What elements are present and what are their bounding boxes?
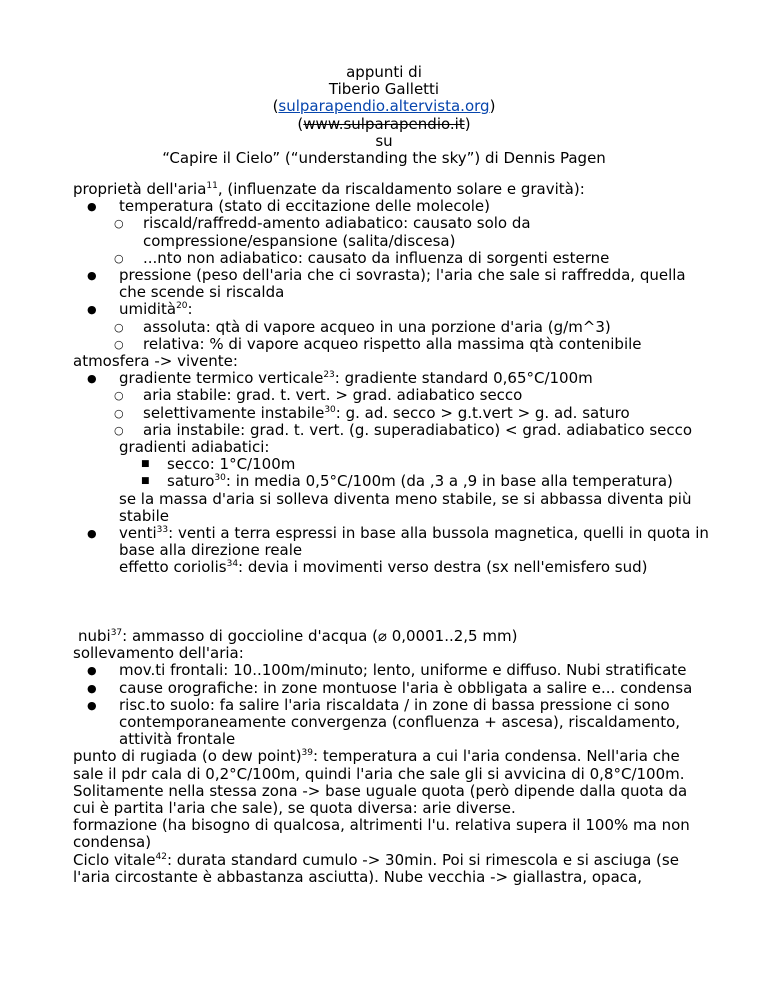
text: Ciclo vitale (73, 850, 156, 869)
list-subitem: ○ assoluta: qtà di vapore acqueo in una porzione d'aria (g/m^3) (73, 319, 713, 336)
text: selettivamente instabile (143, 403, 325, 422)
list-subitem: ○ ...nto non adiabatico: causato da influenza di sorgenti esterne (73, 250, 713, 267)
text: : gradiente standard 0,65°C/100m (334, 369, 593, 388)
list-subitem: ○ relativa: % di vapore acqueo rispetto alla massima qtà contenibile (73, 336, 713, 353)
website-link[interactable]: sulparapendio.altervista.org (278, 97, 490, 116)
text: venti (119, 524, 157, 543)
paren: ) (464, 114, 471, 133)
footnote-ref: 34 (226, 559, 239, 570)
list-item (73, 301, 713, 318)
book-title: “Capire il Cielo” (“understanding the sky”) di Dennis Pagen (162, 149, 606, 168)
footnote-ref: 37 (110, 628, 123, 638)
note: se la massa d'aria si solleva diventa meno stabile, se si abbassa diventa più stabile (119, 489, 692, 525)
footnote-ref: 20 (176, 301, 188, 312)
paragraph: formazione (ha bisogno di qualcosa, altrimenti l'u. relativa supera il 100% ma non condensa) (73, 816, 690, 852)
note (73, 559, 713, 576)
list-subitem: ○ aria stabile: grad. t. vert. > grad. adiabatico secco (73, 387, 713, 404)
list-item (73, 370, 713, 387)
text: : (187, 300, 193, 319)
footnote-ref: 39 (301, 748, 313, 759)
list-subitem: ○ aria instabile: grad. t. vert. (g. superadiabatico) < grad. adiabatico secco (73, 422, 713, 439)
text: : durata standard cumulo -> 30min. Poi si rimescola e si asciuga (se l'aria circostante è abbastanza asciutta). Nube vecchia -> giallastra, opaca, (73, 850, 679, 886)
text: : g. ad. secco > g.t.vert > g. ad. saturo (335, 403, 630, 422)
list-item: ● cause orografiche: in zone montuose l'aria è obbligata a salire e... condensa (73, 680, 713, 697)
paragraph (73, 181, 713, 198)
list-item: ● mov.ti frontali: 10..100m/minuto; lento, uniforme e diffuso. Nubi stratificate (73, 662, 713, 679)
old-website-text: www.sulparapendio.it (303, 114, 465, 133)
text: , (influenzate da riscaldamento solare e gravità): (217, 180, 585, 198)
text: nubi (78, 627, 111, 645)
text: : ammasso di goccioline d'acqua (⌀ 0,0001..2,5 mm) (122, 627, 518, 645)
paragraph: sollevamento dell'aria: (73, 644, 244, 663)
paren: ( (272, 97, 279, 116)
footnote-ref: 30 (214, 473, 226, 484)
paragraph: atmosfera -> vivente: (73, 352, 238, 371)
footnote-ref: 23 (323, 370, 335, 381)
website-line (0, 98, 768, 115)
paragraph (73, 748, 713, 817)
text: : temperatura a cui l'aria condensa. Nell'aria che sale il pdr cala di 0,2°C/100m, quindi l'aria che sale gli si avvicina di 0,8°C/100m. Solitamente nella stessa zona -> base uguale quota (però dipende dalla quota da cui è partita l'aria che sale), se quota diversa: arie diverse. (73, 747, 688, 818)
text: saturo (167, 472, 215, 491)
list-subitem (73, 405, 713, 422)
footnote-ref: 30 (324, 404, 336, 415)
footnote-ref: 11 (206, 181, 218, 191)
list-item: ● risc.to suolo: fa salire l'aria riscaldata / in zone di bassa pressione ci sono contemporaneamente convergenza (confluenza + ascesa), riscaldamento, attività frontale (73, 697, 713, 749)
document-header (0, 64, 768, 167)
list-subitem: ○ riscald/raffredd-amento adiabatico: causato solo da compressione/espansione (salita/discesa) (73, 215, 713, 249)
list-item (73, 525, 713, 559)
footnote-ref: 42 (155, 851, 167, 862)
footnote-ref: 33 (156, 525, 169, 536)
paren: ) (489, 97, 496, 116)
author-name: Tiberio Galletti (328, 80, 440, 99)
list-item: ● temperatura (stato di eccitazione delle molecole) (73, 198, 713, 215)
text: : in media 0,5°C/100m (da ,3 a ,9 in base alla temperatura) (225, 472, 673, 491)
old-website-line (0, 116, 768, 133)
text: effetto coriolis (119, 558, 227, 577)
list-subsubitem (73, 473, 713, 490)
text: : venti a terra espressi in base alla bussola magnetica, quelli in quota in base alla direzione reale (119, 524, 709, 560)
text: proprietà dell'aria (73, 180, 207, 198)
text: gradiente termico verticale (119, 369, 324, 388)
paragraph (73, 628, 713, 645)
section-air-properties (73, 181, 713, 577)
text: umidità (119, 300, 177, 319)
text: : devia i movimenti verso destra (sx nell'emisfero sud) (238, 558, 648, 577)
text: punto di rugiada (o dew point) (73, 747, 302, 766)
paren: ( (297, 114, 304, 133)
list-item: ● pressione (peso dell'aria che ci sovrasta); l'aria che sale si raffredda, quella che scende si riscalda (73, 267, 713, 301)
subheading: gradienti adiabatici: (119, 438, 270, 457)
paragraph (73, 852, 713, 886)
header-line: su (375, 131, 393, 150)
header-line: appunti di (346, 63, 422, 81)
section-clouds (73, 628, 713, 886)
list-subsubitem: ■ secco: 1°C/100m (73, 456, 713, 473)
